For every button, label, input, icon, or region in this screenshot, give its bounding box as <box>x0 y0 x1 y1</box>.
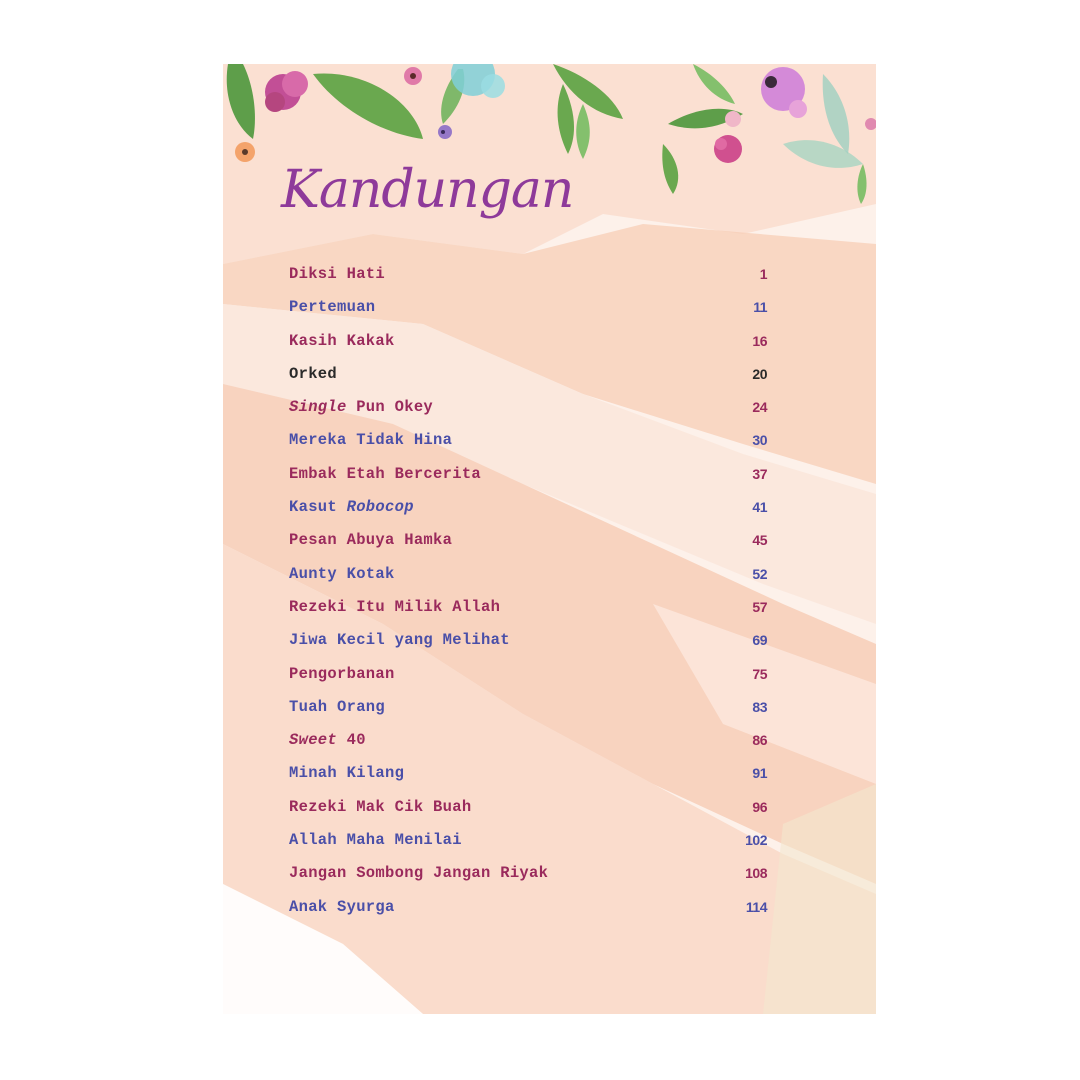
toc-entry-title-part: Pengorbanan <box>289 664 395 683</box>
toc-entry-page-number: 75 <box>752 665 767 682</box>
toc-entry-title <box>289 828 462 852</box>
toc-entry <box>289 695 769 728</box>
toc-entry-title <box>289 395 433 419</box>
toc-entry-page-number: 114 <box>745 898 767 915</box>
toc-entry-title-part: Embak Etah Bercerita <box>289 464 482 483</box>
toc-entry-page-number: 69 <box>752 632 767 649</box>
toc-entry <box>289 262 769 295</box>
toc-entry <box>289 329 769 362</box>
toc-entry-page-number: 45 <box>752 532 767 549</box>
book-page <box>223 64 876 1014</box>
toc-entry-page-number: 102 <box>745 832 767 849</box>
toc-entry <box>289 495 769 528</box>
toc-entry-title <box>289 595 500 619</box>
toc-entry-title-part: Rezeki Itu Milik Allah <box>289 597 501 616</box>
toc-entry-title <box>289 761 404 785</box>
toc-entry-title <box>289 295 375 319</box>
toc-entry <box>289 761 769 794</box>
toc-entry-page-number: 24 <box>752 399 767 416</box>
toc-entry <box>289 628 769 661</box>
toc-entry <box>289 828 769 861</box>
toc-entry-title-part: 40 <box>337 731 366 750</box>
toc-entry <box>289 395 769 428</box>
toc-entry-title-part: Pun Okey <box>346 398 434 417</box>
toc-entry-title <box>289 462 481 486</box>
toc-entry-title-part: Robocop <box>346 498 414 517</box>
toc-entry-title <box>289 562 395 586</box>
toc-entry-title-part: Sweet <box>289 731 338 750</box>
toc-entry-title <box>289 628 510 652</box>
toc-entry <box>289 595 769 628</box>
toc-entry-title-part: Jiwa Kecil yang Melihat <box>289 631 510 650</box>
toc-entry <box>289 728 769 761</box>
toc-entry <box>289 528 769 561</box>
toc-entry-title-part: Kasih Kakak <box>289 331 395 350</box>
toc-entry-title <box>289 728 366 752</box>
toc-entry-page-number: 91 <box>752 765 767 782</box>
toc-entry-page-number: 41 <box>752 499 767 516</box>
toc-entry-page-number: 11 <box>753 299 767 316</box>
toc-entry-page-number: 1 <box>759 266 767 282</box>
toc-entry-title-part: Aunty Kotak <box>289 564 395 583</box>
toc-entry-page-number: 86 <box>752 732 767 749</box>
toc-entry-title <box>289 329 395 353</box>
toc-entry-page-number: 30 <box>752 432 767 449</box>
toc-entry-page-number: 37 <box>752 465 767 482</box>
toc-entry <box>289 295 769 328</box>
toc-entry-title-part: Rezeki Mak Cik Buah <box>289 797 472 816</box>
toc-entry-title-part: Minah Kilang <box>289 764 405 783</box>
toc-entry-title <box>289 528 452 552</box>
toc-entry-title <box>289 695 385 719</box>
toc-entry <box>289 861 769 894</box>
toc-entry-title <box>289 662 395 686</box>
toc-entry-title-part: Kasut <box>289 498 347 517</box>
toc-entry-page-number: 52 <box>752 565 767 582</box>
toc-entry <box>289 795 769 828</box>
toc-entry-title <box>289 795 471 819</box>
toc-entry-title-part: Allah Maha Menilai <box>289 831 462 850</box>
toc-entry <box>289 562 769 595</box>
toc-entry-title <box>289 362 337 386</box>
toc-entry-title-part: Anak Syurga <box>289 897 395 916</box>
toc-entry-title-part: Tuah Orang <box>289 697 386 716</box>
toc-entry-page-number: 20 <box>752 365 767 382</box>
toc-entry-title <box>289 495 414 519</box>
toc-entry-page-number: 83 <box>752 698 767 715</box>
toc-entry-title-part: Orked <box>289 364 338 383</box>
toc-entry-title-part: Pertemuan <box>289 298 376 317</box>
toc-entry-title <box>289 262 385 286</box>
toc-entry <box>289 662 769 695</box>
toc-entry-title <box>289 895 395 919</box>
toc-entry-title-part: Jangan Sombong Jangan Riyak <box>289 864 549 883</box>
table-of-contents <box>289 262 769 928</box>
page-title: Kandungan <box>281 160 574 220</box>
toc-entry-page-number: 16 <box>752 332 767 349</box>
toc-entry <box>289 462 769 495</box>
toc-entry-page-number: 57 <box>752 598 767 615</box>
toc-entry-title-part: Diksi Hati <box>289 265 386 283</box>
toc-entry <box>289 895 769 928</box>
toc-entry-title <box>289 428 452 452</box>
toc-entry <box>289 362 769 395</box>
toc-entry-title-part: Pesan Abuya Hamka <box>289 531 453 550</box>
toc-entry-title <box>289 861 548 885</box>
toc-entry-title-part: Single <box>289 398 347 417</box>
toc-entry-title-part: Mereka Tidak Hina <box>289 431 453 450</box>
toc-entry <box>289 428 769 461</box>
toc-entry-page-number: 108 <box>745 865 767 882</box>
toc-entry-page-number: 96 <box>752 798 767 815</box>
